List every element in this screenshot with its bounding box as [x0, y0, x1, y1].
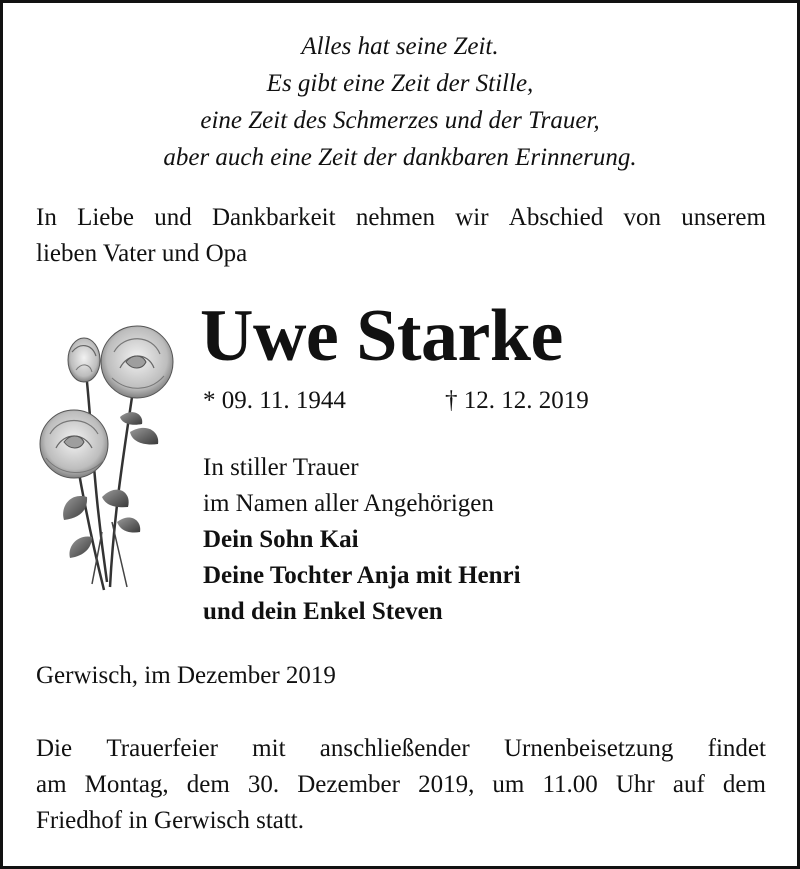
intro-text	[36, 200, 766, 272]
poem	[0, 28, 800, 176]
ceremony-word: Urnenbeisetzung	[503, 735, 674, 762]
family-member: Dein Sohn Kai	[203, 526, 359, 553]
intro-word: Liebe	[77, 204, 134, 231]
intro-line-1	[36, 200, 766, 236]
mourners-block	[203, 450, 521, 630]
poem-line: aber auch eine Zeit der dankbaren Erinnerung.	[163, 144, 637, 171]
rose-bouquet-icon	[32, 322, 182, 602]
intro-word: Abschied	[508, 204, 604, 231]
ceremony-line-2	[36, 767, 766, 803]
ceremony-line-3: Friedhof in Gerwisch statt.	[36, 807, 305, 834]
ceremony-word: um	[492, 771, 525, 798]
mourners-line: In stiller Trauer	[203, 454, 359, 481]
ceremony-word: dem	[186, 771, 230, 798]
intro-word: unserem	[681, 204, 766, 231]
intro-word: von	[623, 204, 661, 231]
place-date: Gerwisch, im Dezember 2019	[36, 662, 336, 689]
family-member: Deine Tochter Anja mit Henri	[203, 562, 521, 589]
intro-word: wir	[455, 204, 489, 231]
intro-word: In	[36, 204, 57, 231]
ceremony-word: Dezember	[297, 771, 400, 798]
ceremony-word: Die	[36, 735, 73, 762]
ceremony-info	[36, 731, 766, 839]
ceremony-word: Trauerfeier	[106, 735, 218, 762]
ceremony-word: dem	[722, 771, 766, 798]
poem-line: Alles hat seine Zeit.	[301, 33, 499, 60]
intro-word: und	[154, 204, 192, 231]
intro-word: nehmen	[355, 204, 435, 231]
ceremony-word: 30.	[247, 771, 280, 798]
ceremony-word: auf	[672, 771, 705, 798]
death-date: † 12. 12. 2019	[445, 387, 589, 414]
poem-line: Es gibt eine Zeit der Stille,	[266, 70, 534, 97]
ceremony-word: anschließender	[319, 735, 470, 762]
poem-line: eine Zeit des Schmerzes und der Trauer,	[200, 107, 600, 134]
ceremony-word: mit	[252, 735, 286, 762]
birth-date: * 09. 11. 1944	[203, 387, 346, 414]
ceremony-word: 11.00	[542, 771, 598, 798]
intro-line-2: lieben Vater und Opa	[36, 240, 248, 267]
ceremony-word: am	[36, 771, 67, 798]
ceremony-word: 2019,	[418, 771, 475, 798]
ceremony-word: findet	[707, 735, 766, 762]
mourners-line: im Namen aller Angehörigen	[203, 490, 494, 517]
family-member: und dein Enkel Steven	[203, 598, 443, 625]
intro-word: Dankbarkeit	[212, 204, 336, 231]
ceremony-word: Uhr	[615, 771, 655, 798]
deceased-name: Uwe Starke	[200, 295, 563, 377]
ceremony-line-1	[36, 731, 766, 767]
ceremony-word: Montag,	[84, 771, 169, 798]
